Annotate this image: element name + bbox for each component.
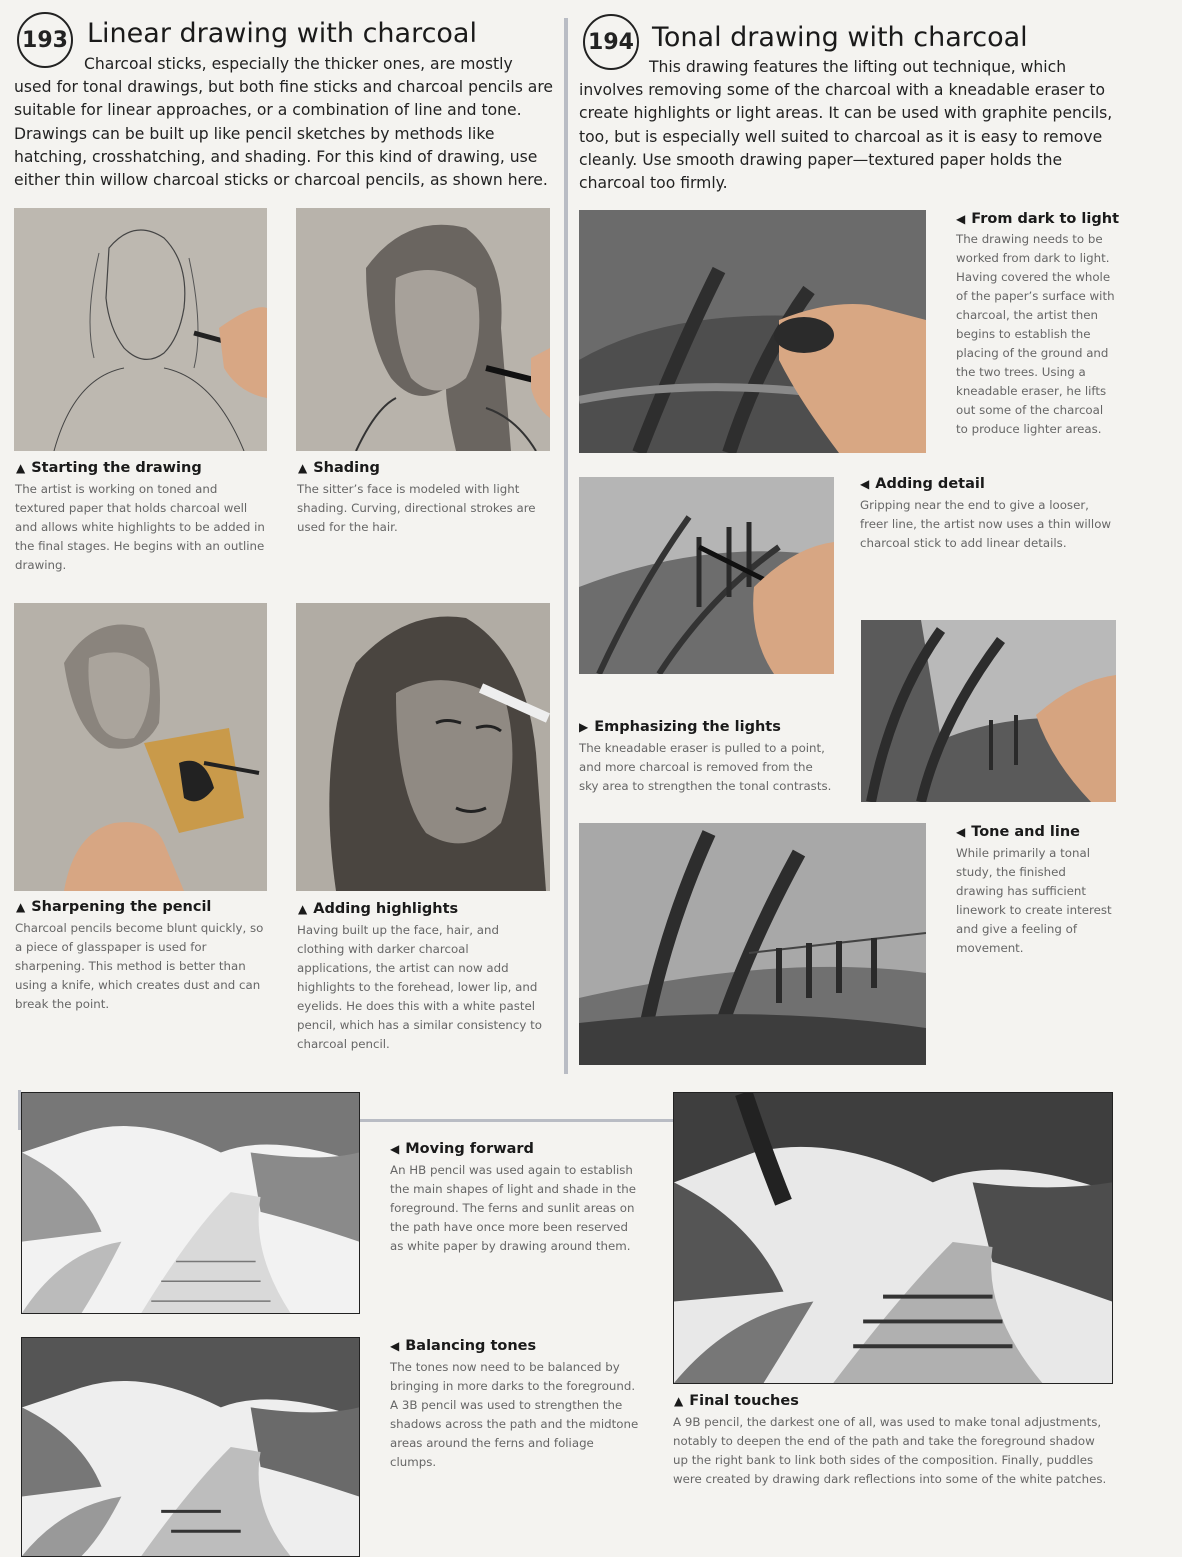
section-divider xyxy=(360,1119,674,1122)
image-sharpening-pencil xyxy=(14,603,267,891)
image-moving-forward xyxy=(21,1092,360,1314)
caption-body-adding-detail: Gripping near the end to give a looser, freer line, the artist now uses a thin willow charcoal stick to add linear details. xyxy=(860,498,1112,550)
caption-body-emphasizing: The kneadable eraser is pulled to a point, and more charcoal is removed from the sky area to strengthen the tonal contrasts. xyxy=(579,741,832,793)
caption-title-text: Moving forward xyxy=(405,1141,534,1157)
caption-title-moving-forward xyxy=(390,1141,534,1157)
caption-title-text: Emphasizing the lights xyxy=(594,719,781,735)
caption-title-tone-line xyxy=(956,824,1080,840)
up-arrow-icon: ▲ xyxy=(674,1394,684,1408)
caption-body-final-touches: A 9B pencil, the darkest one of all, was used to make tonal adjustments, notably to deepen the end of the path and take the foreground shadow up the right bank to link both sides of the composition. Finally, puddles were created by drawing dark reflections into some of the white patches. xyxy=(673,1415,1107,1486)
caption-body-dark-to-light: The drawing needs to be worked from dark to light. Having covered the whole of the paper’s surface with charcoal, the artist then begins to establish the placing of the ground and the two trees. Using a kneadable eraser, he lifts out some of the charcoal to produce lighter areas. xyxy=(956,232,1115,436)
caption-body-moving-forward: An HB pencil was used again to establish the main shapes of light and shade in the foreground. The ferns and sunlit areas on the path have once more been reserved as white paper by drawing around them. xyxy=(390,1163,637,1253)
image-emphasizing-lights xyxy=(861,620,1116,802)
image-adding-detail xyxy=(579,477,834,674)
left-arrow-icon: ◀ xyxy=(956,212,966,226)
up-arrow-icon: ▲ xyxy=(298,461,308,475)
caption-title-shading xyxy=(298,460,380,476)
intro-text-194: This drawing features the lifting out technique, which involves removing some of the charcoal with a kneadable eraser to create highlights or light areas. It can be used with graphite pencils, too, but is especially well suited to charcoal as it is easy to remove cleanly. Use smooth drawing paper—textured paper holds the charcoal too firmly. xyxy=(579,58,1113,193)
caption-title-text: Tone and line xyxy=(971,824,1080,840)
image-balancing-tones xyxy=(21,1337,360,1557)
caption-title-text: Final touches xyxy=(689,1393,799,1409)
image-tone-and-line xyxy=(579,823,926,1065)
section-number-193: 193 xyxy=(17,12,73,68)
section-number-194: 194 xyxy=(583,14,639,70)
caption-title-adding-detail xyxy=(860,476,985,492)
up-arrow-icon: ▲ xyxy=(16,461,26,475)
image-adding-highlights xyxy=(296,603,550,891)
caption-body-highlights: Having built up the face, hair, and clothing with darker charcoal applications, the artist can now add highlights to the forehead, lower lip, and eyelids. He does this with a white pastel pencil, which has a similar consistency to charcoal pencil. xyxy=(297,923,542,1051)
caption-title-final-touches xyxy=(674,1393,799,1409)
section-title-193: Linear drawing with charcoal xyxy=(87,18,477,49)
intro-193 xyxy=(14,53,554,192)
caption-title-text: From dark to light xyxy=(971,211,1120,227)
left-arrow-icon: ◀ xyxy=(390,1339,400,1353)
left-arrow-icon: ◀ xyxy=(390,1142,400,1156)
image-starting-drawing xyxy=(14,208,267,451)
caption-title-text: Starting the drawing xyxy=(31,460,202,476)
caption-title-text: Adding detail xyxy=(875,476,985,492)
caption-title-text: Adding highlights xyxy=(313,901,459,917)
caption-body-shading: The sitter’s face is modeled with light shading. Curving, directional strokes are used for the hair. xyxy=(297,482,536,534)
caption-title-highlights xyxy=(298,901,458,917)
caption-title-starting xyxy=(16,460,202,476)
caption-body-tone-line: While primarily a tonal study, the finished drawing has sufficient linework to create interest and give a feeling of movement. xyxy=(956,846,1112,955)
left-arrow-icon: ◀ xyxy=(860,477,870,491)
caption-title-balancing xyxy=(390,1338,536,1354)
caption-body-starting: The artist is working on toned and textured paper that holds charcoal well and allows white highlights to be added in the final stages. He begins with an outline drawing. xyxy=(15,482,265,572)
intro-194 xyxy=(579,56,1131,195)
image-dark-to-light xyxy=(579,210,926,453)
caption-title-text: Balancing tones xyxy=(405,1338,537,1354)
caption-body-sharpening: Charcoal pencils become blunt quickly, so a piece of glasspaper is used for sharpening. This method is better than using a knife, which creates dust and can break the point. xyxy=(15,921,264,1011)
image-final-touches xyxy=(673,1092,1113,1384)
caption-title-text: Sharpening the pencil xyxy=(31,899,212,915)
up-arrow-icon: ▲ xyxy=(16,900,26,914)
right-arrow-icon: ▶ xyxy=(579,720,589,734)
caption-title-emphasizing xyxy=(579,719,781,735)
caption-title-dark-to-light xyxy=(956,211,1119,227)
up-arrow-icon: ▲ xyxy=(298,902,308,916)
caption-body-balancing: The tones now need to be balanced by bringing in more darks to the foreground. A 3B pencil was used to strengthen the shadows across the path and the midtone areas around the ferns and foliage clumps. xyxy=(390,1360,639,1469)
column-divider xyxy=(564,18,568,1074)
caption-title-text: Shading xyxy=(313,460,380,476)
intro-text-193: Charcoal sticks, especially the thicker ones, are mostly used for tonal drawings, but both fine sticks and charcoal pencils are suitable for linear approaches, or a combination of line and tone. Drawings can be built up like pencil sketches by methods like hatching, crosshatching, and shading. For this kind of drawing, use either thin willow charcoal sticks or charcoal pencils, as shown here. xyxy=(14,55,554,190)
left-arrow-icon: ◀ xyxy=(956,825,966,839)
caption-title-sharpening xyxy=(16,899,211,915)
image-shading xyxy=(296,208,550,451)
section-title-194: Tonal drawing with charcoal xyxy=(652,22,1028,53)
